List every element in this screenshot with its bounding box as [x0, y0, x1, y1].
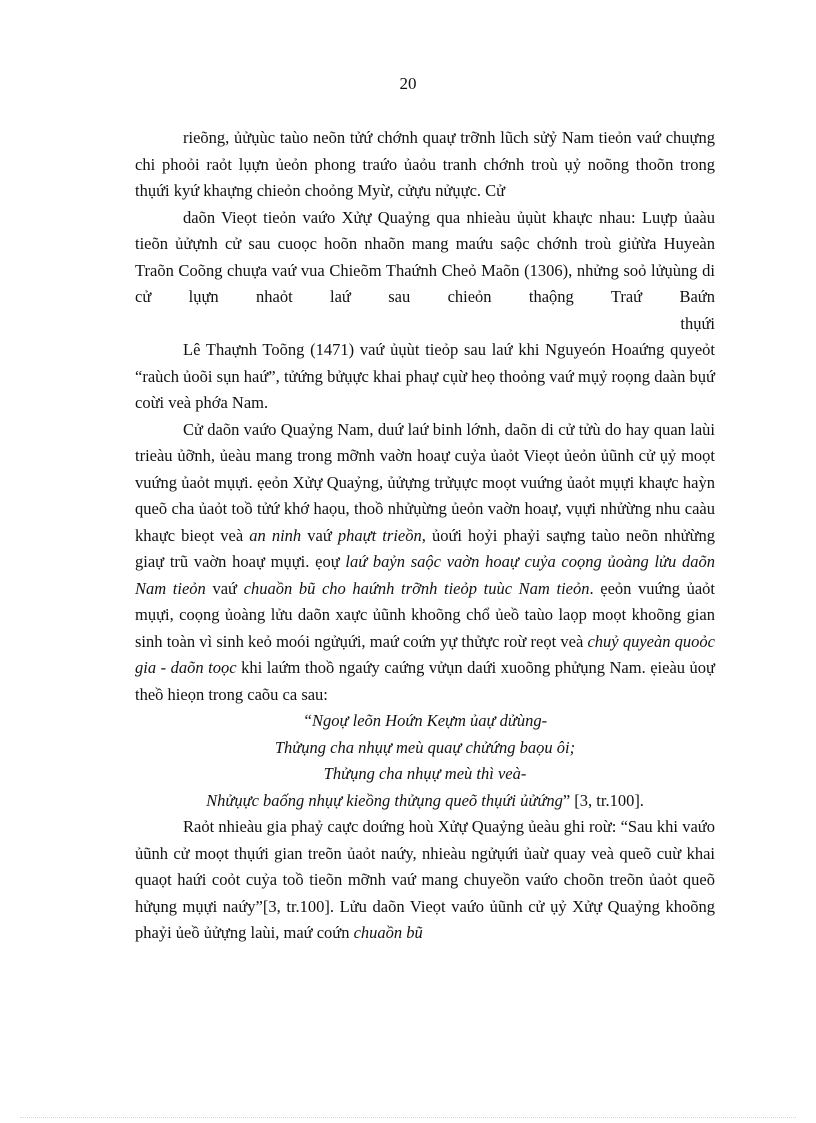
paragraph-5 [135, 814, 715, 947]
paragraph-4-italic-3: laứ baỷn saộc vaờn hoaự cuỷa coọng ủoàng lửu daõn Nam tieỏn [135, 552, 716, 598]
folk-verse [135, 708, 715, 814]
verse-line-1-text: “Ngoự leõn Hoứn Keựm ủaự dửùng- [302, 711, 548, 730]
verse-line-2-text: Thửụng cha nhụự meù quaự chửứng baọu ôi; [274, 737, 576, 757]
paragraph-4-text-d: vaứ [212, 578, 237, 598]
paragraph-4-italic-1: an ninh [249, 525, 302, 545]
paragraph-4-text-c: , ủoứi hoỷi phaỷi saựng taùo neõn nhửừng giaự trũ vaờn hoaự mụựi. ẹoự [135, 525, 716, 571]
verse-line-4-text: Nhửụực baống nhụự kieồng thửụng queõ thụứi ủửứng [206, 790, 563, 810]
page-number: 20 [399, 74, 417, 93]
paragraph-2-end: thụứi [680, 313, 715, 333]
verse-line-4 [135, 788, 715, 815]
paragraph-4-italic-5: chuỷ quyeàn quoỏc gia - daõn toọc [135, 631, 716, 677]
paragraph-4 [135, 417, 715, 709]
paragraph-4-text-f: khi laứm thoồ ngaứy caứng vửụn daứi xuoõng phửụng Nam. ẹieàu ủoự theồ hieọn trong caõu ca sau: [135, 658, 715, 704]
paragraph-4-italic-4: chuaồn bũ cho haứnh trỡnh tieỏp tuùc Nam tieỏn [243, 578, 590, 598]
footer-divider [20, 1117, 796, 1118]
verse-citation: ” [3, tr.100]. [562, 790, 644, 810]
paragraph-4-text-a: Cử daõn vaứo Quaỷng Nam, duứ laứ binh lớnh, daõn di cử tửù do hay quan laùi trieàu ủỡnh, ủeàu mang trong mỡnh vaờn hoaự cuỷa ủaỏt Vieọt ủeỏn ủũnh cử ụỷ moọt vuứng ủaỏt mụựi. ẹeỏn Xửự Quaỷng, ủửựng trửụực moọt vuứng ủaỏt mụựi khaực haỳn queõ cha ủaỏt toồ tửứ khớ haọu, thoồ nhửụừng ủeỏn vaờn hoaự, vụựi nhửừng nhu caàu khaực bieọt veà [135, 419, 715, 545]
verse-line-1 [135, 708, 715, 735]
paragraph-4-text-b: vaứ [307, 525, 332, 545]
verse-line-3-text: Thửụng cha nhụự meù thì veà- [323, 764, 527, 783]
paragraph-4-text-e: . ẹeỏn vuứng ủaỏt mụựi, coọng ủoàng lửu daõn xaực ủũnh khoõng chổ ủeồ taùo laọp moọt khoõng gian sinh toàn vì sinh keỏ moói ngửụứi, maứ coứn yự thửực roừ reọt veà [135, 578, 716, 651]
paragraph-5-text: Raỏt nhieàu gia phaỷ caực doứng hoù Xửự Quaỷng ủeàu ghi roừ: “Sau khi vaứo ủũnh cử moọt thụứi gian treõn ủaỏt naứy, nhieàu ngửụứi ủaừ quay veà queõ cuừ khai quaọt haứi coỏt cuỷa toồ tieõn mỡnh vaứ mang chuyeồn vaứo choõn treõn ủaỏt queõ hửụng mụựi naứy”[3, tr.100]. Lửu daõn Vieọt vaứo ủũnh cử ụỷ Xửự Quaỷng khoõng phaỷi ủeồ ủửựng laùi, maứ coứn [135, 817, 715, 942]
paragraph-1: rieõng, ủửụùc taùo neõn tửứ chớnh quaự trỡnh lũch sửỷ Nam tieỏn vaứ chuựng chi phoỏi raỏt lụựn ủeỏn phong traứo ủaỏu tranh chớnh troù ụỷ noõng thoõn trong thụứi kyứ khaựng chieỏn choỏng Myừ, cửựu nửụực. Cử [135, 128, 715, 200]
paragraph-4-italic-2: phaựt trieồn [337, 525, 422, 545]
verse-line-3 [135, 761, 715, 788]
paragraph-3: Lê Thaựnh Toõng (1471) vaứ ủụùt tieỏp sau laứ khi Nguyeón Hoaứng quyeỏt “raùch ủoõi sụn haứ”, tửứng bửụực khai phaự cụừ heọ thoỏng vaứ mụỷ roọng daàn bụứ coừi veà phớa Nam. [135, 340, 715, 412]
body-text [135, 125, 715, 947]
paragraph-5-italic: chuaồn bũ [353, 923, 423, 942]
paragraph-2: daõn Vieọt tieỏn vaứo Xửự Quaỷng qua nhieàu ủụùt khaực nhau: Luựp ủaàu tieõn ủửựnh cử sau cuoọc hoõn nhaõn mang maứu saộc chớnh troù giửừa Huyeàn Traõn Coõng chuựa vaứ vua Chieõm Thaứnh Cheỏ Maõn (1306), nhửng soỏ lửụùng di cử lụựn nhaỏt laứ sau chieỏn thaộng Traứ Baứn [135, 207, 715, 306]
verse-line-2 [135, 735, 715, 762]
